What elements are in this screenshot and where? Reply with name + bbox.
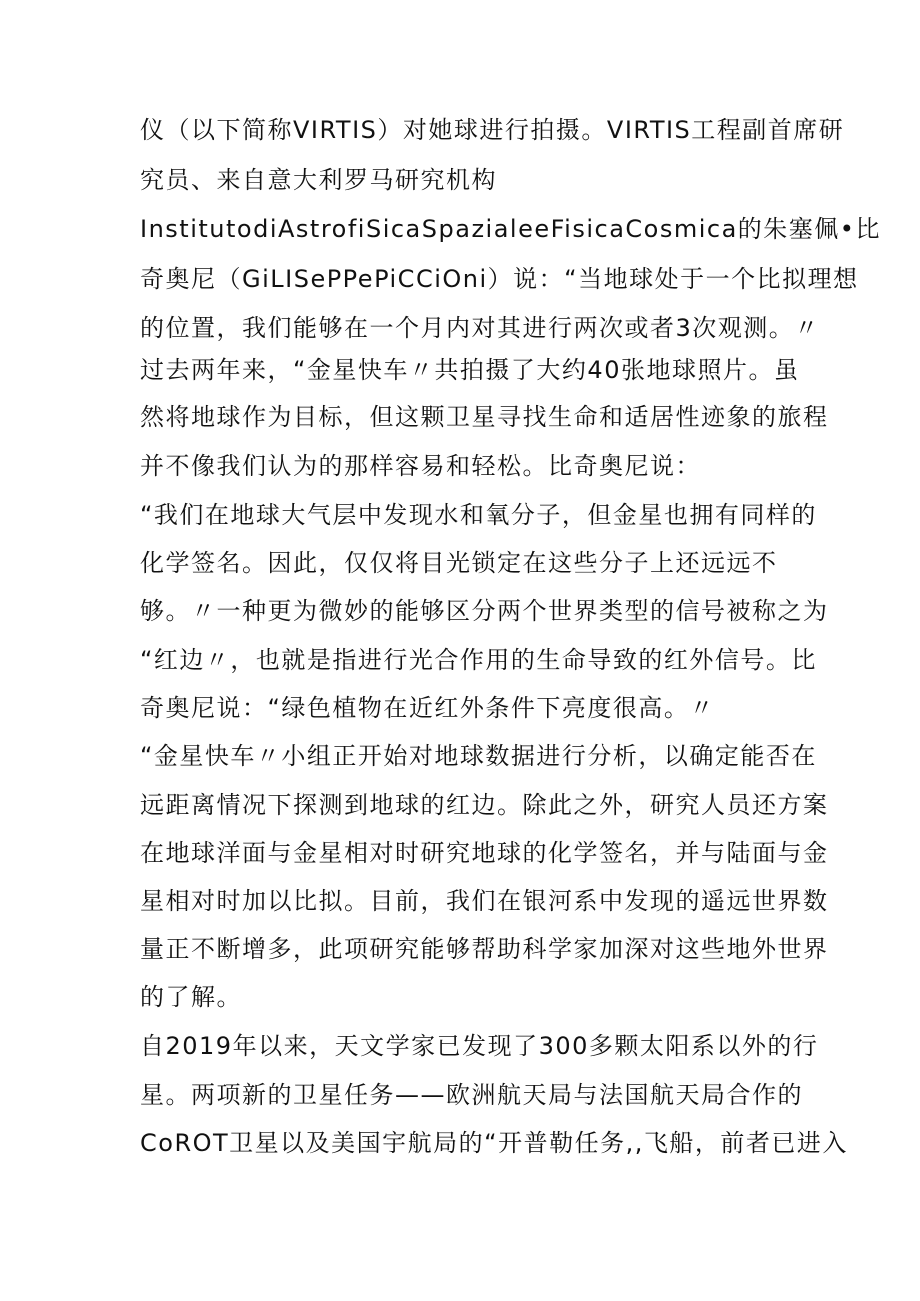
text-line: 自2019年以来，天文学家已发现了300多颗太阳系以外的行	[140, 1032, 819, 1060]
text-line: 够。〃一种更为微妙的能够区分两个世界类型的信号被称之为	[140, 597, 829, 625]
text-line: CoROT卫星以及美国宇航局的“开普勒任务,,飞船，前者已进入	[140, 1129, 848, 1157]
text-line: InstitutodiAstrofiSicaSpazialeeFisicaCosmica的朱塞佩•比	[140, 215, 881, 243]
text-line: 过去两年来，“金星快车〃共拍摄了大约40张地球照片。虽	[140, 356, 800, 384]
text-line: 远距离情况下探测到地球的红边。除此之外，研究人员还方案	[140, 791, 829, 819]
text-line: 奇奥尼说：“绿色植物在近红外条件下亮度很高。〃	[140, 694, 715, 722]
text-line: 星。两项新的卫星任务——欧洲航天局与法国航天局合作的	[140, 1081, 803, 1109]
text-line: “我们在地球大气层中发现水和氧分子，但金星也拥有同样的	[140, 501, 817, 529]
text-line: 量正不断增多，此项研究能够帮助科学家加深对这些地外世界	[140, 935, 829, 963]
text-line: 的了解。	[140, 983, 242, 1011]
text-line: 奇奥尼（GiLISePPePiCCiOni）说：“当地球处于一个比拟理想	[140, 265, 859, 293]
text-line: “红边〃，也就是指进行光合作用的生命导致的红外信号。比	[140, 646, 817, 674]
text-line: 然将地球作为目标，但这颗卫星寻找生命和适居性迹象的旅程	[140, 403, 829, 431]
text-line: “金星快车〃小组正开始对地球数据进行分析，以确定能否在	[140, 742, 817, 770]
text-line: 的位置，我们能够在一个月内对其进行两次或者3次观测。〃	[140, 314, 820, 342]
text-line: 化学签名。因此，仅仅将目光锁定在这些分子上还远远不	[140, 549, 778, 577]
text-line: 在地球洋面与金星相对时研究地球的化学签名，并与陆面与金	[140, 839, 829, 867]
text-line: 并不像我们认为的那样容易和轻松。比奇奥尼说：	[140, 452, 701, 480]
text-line: 星相对时加以比拟。目前，我们在银河系中发现的遥远世界数	[140, 887, 829, 915]
text-line: 究员、来自意大利罗马研究机构	[140, 166, 497, 194]
text-line: 仪（以下简称VIRTIS）对她球进行拍摄。VIRTIS工程副首席研	[140, 116, 845, 144]
